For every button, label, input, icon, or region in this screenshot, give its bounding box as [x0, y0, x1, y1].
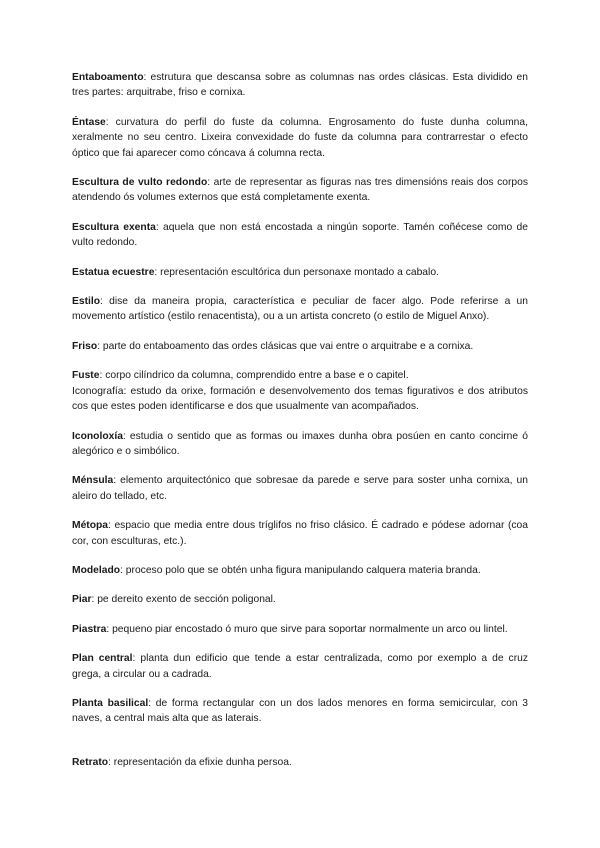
- entry-escultura-vulto-redondo: [72, 175, 528, 206]
- definition: : planta dun edificio que tende a estar centralizada, como por exemplo a de cruz grega, a circular ou a cadrada.: [72, 653, 528, 680]
- term: Fuste: [72, 370, 100, 382]
- definition: : pe dereito exento de sección poligonal.: [91, 594, 276, 606]
- entry-plan-central: [72, 651, 528, 682]
- entry-estatua-ecuestre: [72, 265, 528, 280]
- entry-entase: [72, 115, 528, 161]
- entry-modelado: [72, 563, 528, 578]
- definition: : espacio que media entre dous tríglifos no friso clásico. É cadrado e pódese adornar (coa cor, con esculturas, etc.).: [72, 520, 528, 547]
- term: Entaboamento: [72, 72, 144, 83]
- entry-retrato: [72, 755, 528, 770]
- entry-entaboamento: [72, 70, 528, 101]
- definition-iconografia: Iconografía: estudo da orixe, formación e desenvolvemento dos temas figurativos e dos atributos cos que estes poden identificarse e dos que usualmente van acompañados.: [72, 385, 528, 413]
- term: Escultura de vulto redondo: [72, 177, 208, 189]
- term: Estilo: [72, 296, 101, 308]
- term: Iconoloxía: [72, 430, 123, 442]
- term: Éntase: [72, 116, 106, 128]
- entry-estilo: [72, 294, 528, 325]
- definition: : estrutura que descansa sobre as columnas nas ordes clásicas. Esta dividido en tres partes: arquitrabe, friso e cornixa.: [72, 72, 528, 99]
- definition: : parte do entaboamento das ordes clásicas que vai entre o arquitrabe e a cornixa.: [97, 340, 474, 352]
- term: Retrato: [72, 756, 109, 768]
- term: Planta basilical: [72, 697, 149, 709]
- term: Piar: [72, 594, 92, 606]
- entry-mensula: [72, 473, 528, 504]
- term: Plan central: [72, 653, 133, 665]
- term: Modelado: [72, 564, 121, 576]
- definition: : elemento arquitectónico que sobresae da parede e serve para soster unha cornixa, un aleiro do tellado, etc.: [72, 475, 528, 502]
- definition: : representación da efixie dunha persoa.: [108, 756, 292, 768]
- term: Escultura exenta: [72, 221, 156, 233]
- definition: : de forma rectangular con un dos lados menores en forma semicircular, con 3 naves, a central mais alta que as laterais.: [72, 697, 528, 725]
- term: Ménsula: [72, 475, 114, 487]
- entry-planta-basilical: [72, 696, 528, 727]
- entry-friso: [72, 339, 528, 354]
- definition: : curvatura do perfil do fuste da columna. Engrosamento do fuste dunha columna, xeralmente no seu centro. Lixeira convexidade do fuste da columna para contrarrestar o efecto óptico que fai aparecer como cóncava á columna recta.: [72, 116, 528, 159]
- entry-piar: [72, 592, 528, 607]
- entry-metopa: [72, 518, 528, 549]
- term: Estatua ecuestre: [72, 266, 155, 278]
- definition: : arte de representar as figuras nas tres dimensións reais dos corpos atendendo ós volumes externos que está completamente exenta.: [72, 177, 528, 204]
- entry-fuste: [72, 368, 528, 414]
- definition: : pequeno piar encostado ó muro que sirve para soportar normalmente un arco ou lintel.: [106, 623, 508, 635]
- definition: : representación escultórica dun personaxe montado a cabalo.: [154, 266, 439, 278]
- term: Métopa: [72, 520, 109, 532]
- term: Friso: [72, 340, 98, 352]
- definition: : estudia o sentido que as formas ou imaxes dunha obra posúen en canto concirne ó alegórico e o simbólico.: [72, 430, 528, 457]
- entry-escultura-exenta: [72, 220, 528, 251]
- entry-piastra: [72, 622, 528, 637]
- term: Piastra: [72, 623, 107, 635]
- entry-iconoloxia: [72, 429, 528, 460]
- definition: : proceso polo que se obtén unha figura manipulando calquera materia branda.: [120, 564, 481, 576]
- definition: : aquela que non está encostada a ningún soporte. Tamén coñécese como de vulto redondo.: [72, 221, 528, 249]
- definition: : dise da maneira propia, característica e peculiar de facer algo. Pode referirse a un movemento artístico (estilo renacentista), ou a un artista concreto (o estilo de Miguel Anxo).: [72, 296, 528, 323]
- definition: : corpo cilíndrico da columna, comprendido entre a base e o capitel.: [99, 370, 409, 382]
